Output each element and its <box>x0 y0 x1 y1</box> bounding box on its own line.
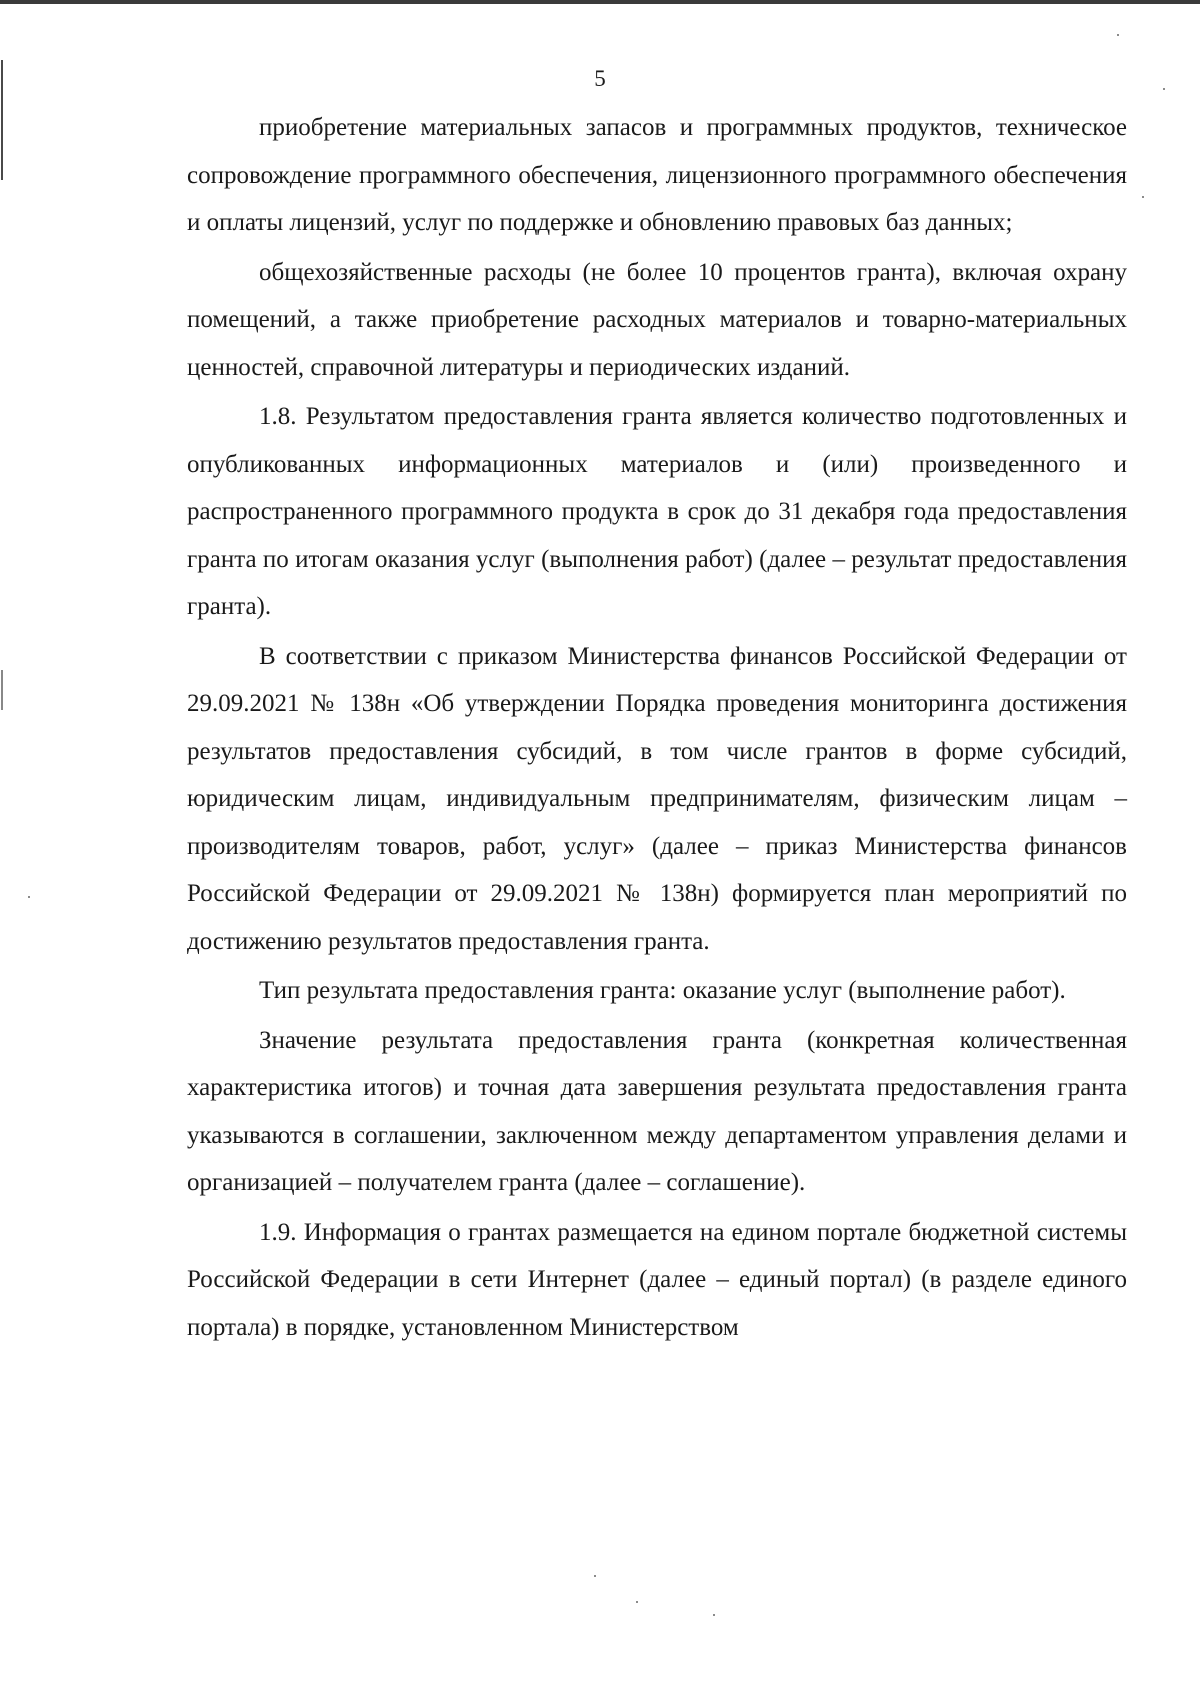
scan-speck <box>28 896 30 898</box>
paragraph-ministry-order: В соответствии с приказом Министерства финансов Российской Федерации от 29.09.2021 № 138н «Об утверждении Порядка проведения мониторинга достижения результатов предоставления субсидий, в том числе грантов в форме субсидий, юридическим лицам, индивидуальным предпринимателям, физическим лицам – производителям товаров, работ, услуг» (далее – приказ Министерства финансов Российской Федерации от 29.09.2021 № 138н) формируется план мероприятий по достижению результатов предоставления гранта. <box>187 642 1127 955</box>
paragraph-result-type: Тип результата предоставления гранта: оказание услуг (выполнение работ). <box>259 977 1066 1004</box>
page-number: 5 <box>594 66 606 91</box>
paragraph-expenses-software: приобретение материальных запасов и программных продуктов, техническое сопровождение программного обеспечения, лицензионного программного обеспечения и оплаты лицензий, услуг по поддержке и обновлению правовых баз данных; <box>187 114 1127 236</box>
scan-speck <box>594 1575 596 1577</box>
scan-speck <box>1142 196 1144 198</box>
paragraph-result-value: Значение результата предоставления гранта (конкретная количественная характеристика итогов) и точная дата завершения результата предоставления гранта указываются в соглашении, заключенном между департаментом управления делами и организацией – получателем гранта (далее – соглашение). <box>187 1026 1127 1196</box>
scan-speck <box>1117 34 1119 36</box>
paragraph-general-expenses: общехозяйственные расходы (не более 10 процентов гранта), включая охрану помещений, а также приобретение расходных материалов и товарно-материальных ценностей, справочной литературы и периодических изданий. <box>187 258 1127 381</box>
paragraph-1-9-information: 1.9. Информация о грантах размещается на едином портале бюджетной системы Российской Федерации в сети Интернет (далее – единый портал) (в разделе единого портала) в порядке, установленном Министерством <box>187 1218 1127 1341</box>
scan-speck <box>713 1614 715 1616</box>
scan-speck <box>1163 88 1165 90</box>
scan-left-edge-mark <box>1 670 3 710</box>
document-body <box>187 104 1127 1351</box>
scan-speck <box>636 1601 638 1603</box>
scan-top-edge <box>0 0 1200 4</box>
paragraph-1-8-result: 1.8. Результатом предоставления гранта является количество подготовленных и опубликованных информационных материалов и (или) произведенного и распространенного программного продукта в срок до 31 декабря года предоставления гранта по итогам оказания услуг (выполнения работ) (далее – результат предоставления гранта). <box>187 403 1127 620</box>
